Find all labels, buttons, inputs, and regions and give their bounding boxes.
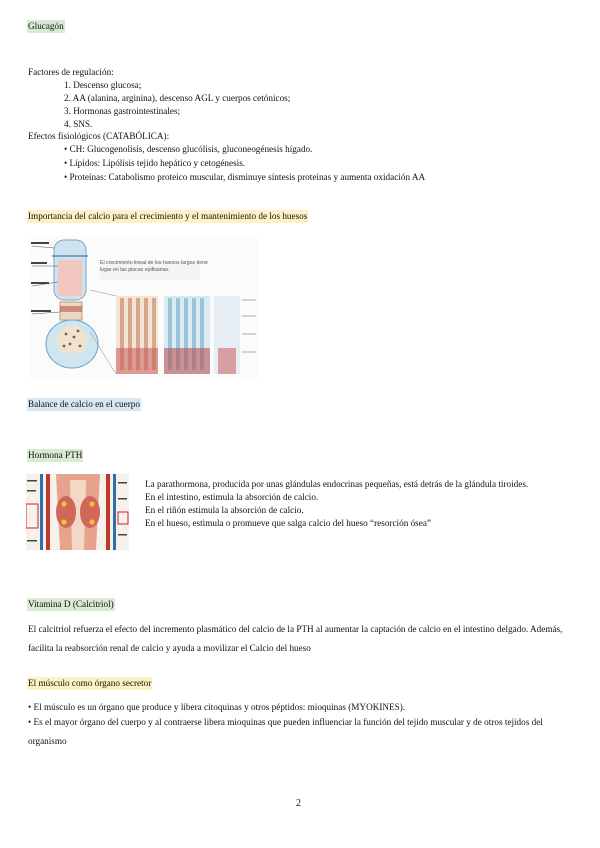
bone-growth-figure xyxy=(30,236,258,378)
factor-item: 2. AA (alanina, arginina), descenso AGL y cuerpos cetónicos; xyxy=(64,93,291,103)
muscle-heading: El músculo como órgano secretor xyxy=(28,678,152,688)
pth-line: La parathormona, producida por unas glándulas endocrinas pequeñas, está detrás de la glándula tiroides. xyxy=(145,479,529,489)
effects-label: Efectos fisiológicos (CATABÓLICA): xyxy=(28,131,170,141)
pth-line: En el riñón estimula la absorción de calcio. xyxy=(145,505,304,515)
parathyroid-figure xyxy=(26,474,129,550)
vitamin-d-paragraph: El calcitriol refuerza el efecto del incremento plasmático del calcio de la PTH al aumentar la captación de calcio en el intestino delgado. Además, facilita la reabsorción renal de calcio y ayuda a movilizar el Calcio del hueso xyxy=(28,624,563,653)
glucagon-heading: Glucagón xyxy=(28,21,64,31)
calcium-balance-heading: Balance de calcio en el cuerpo xyxy=(28,399,140,409)
page-number: 2 xyxy=(296,798,301,809)
calcium-growth-heading: Importancia del calcio para el crecimiento y el mantenimiento de los huesos xyxy=(28,211,308,221)
effect-item: • Lípidos: Lipólisis tejido hepático y cetogénesis. xyxy=(64,157,245,170)
pth-heading: Hormona PTH xyxy=(28,450,83,460)
factors-label: Factores de regulación: xyxy=(28,67,114,77)
figure-caption: El crecimiento lineal de los huesos largos tiene lugar en las placas epifisarias. xyxy=(100,260,208,273)
muscle-bullet: • Es el mayor órgano del cuerpo y al contraerse libera mioquinas que pueden influenciar la función del tejido muscular y de otros tejidos del organismo xyxy=(28,713,576,751)
factor-item: 1. Descenso glucosa; xyxy=(64,80,142,90)
factor-item: 4. SNS. xyxy=(64,119,93,129)
muscle-bullet: • El músculo es un órgano que produce y libera citoquinas y otros péptidos: mioquinas (MYOKINES). xyxy=(28,698,576,717)
vitamin-d-heading: Vitamina D (Calcitriol) xyxy=(28,599,114,609)
pth-line: En el intestino, estimula la absorción de calcio. xyxy=(145,492,319,502)
bone-growth-illustration xyxy=(30,236,258,378)
factor-item: 3. Hormonas gastrointestinales; xyxy=(64,106,181,116)
parathyroid-illustration xyxy=(26,474,129,550)
effect-item: • CH: Glucogenolisis, descenso glucólisis, gluconeogénesis hígado. xyxy=(64,143,312,156)
effect-item: • Proteínas: Catabolismo proteico muscular, disminuye síntesis proteínas y aumenta oxidación AA xyxy=(64,171,425,184)
pth-line: En el hueso, estimula o promueve que salga calcio del hueso “resorción ósea” xyxy=(145,518,431,528)
figure-caption-box xyxy=(100,260,210,284)
